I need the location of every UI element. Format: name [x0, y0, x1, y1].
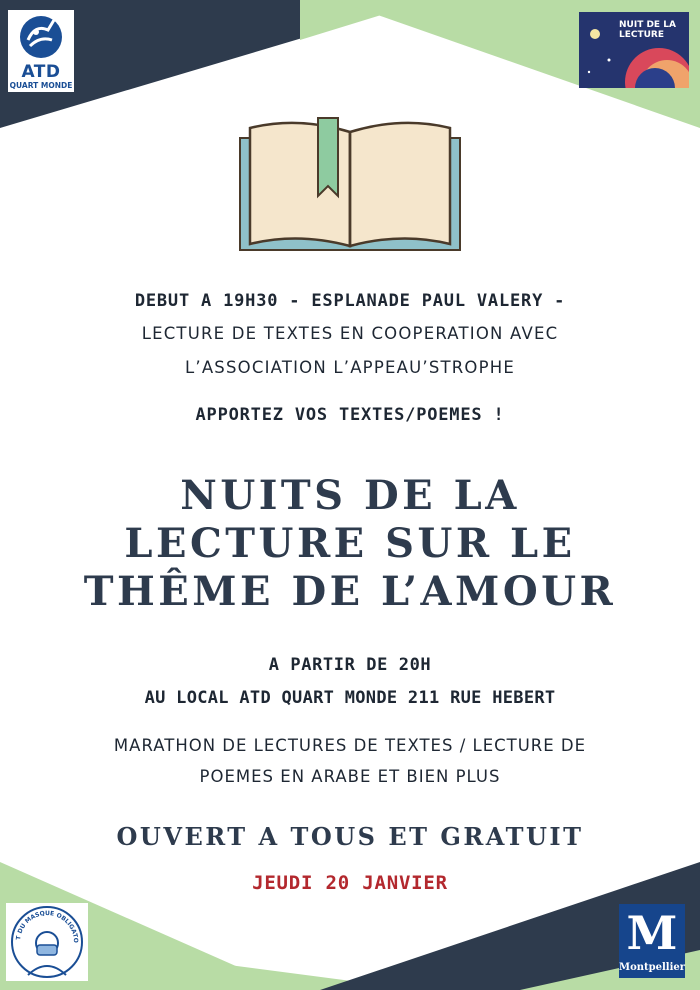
atd-logo-name: ATD — [21, 62, 61, 82]
atd-logo-subtitle: QUART MONDE — [9, 81, 73, 90]
intro-bring-texts: APPORTEZ VOS TEXTES/POEMES ! — [195, 405, 505, 425]
event-date: JEUDI 20 JANVIER — [252, 872, 448, 894]
main-title-line-2: LECTURE SUR LE — [124, 520, 576, 567]
details-description-line-1: MARATHON DE LECTURES DE TEXTES / LECTURE DE — [113, 736, 587, 755]
intro-reading-cooperation: LECTURE DE TEXTES EN COOPERATION AVEC — [141, 324, 559, 343]
details-start-time: A PARTIR DE 20H — [268, 655, 432, 675]
intro-association-name: L’ASSOCIATION L’APPEAU’STROPHE — [184, 358, 516, 377]
details-location: AU LOCAL ATD QUART MONDE 211 RUE HEBERT — [144, 688, 556, 708]
mask-mandatory-logo — [6, 903, 88, 981]
atd-emblem-icon — [8, 10, 74, 64]
main-title — [0, 472, 700, 616]
details-description — [0, 730, 700, 792]
intro-start-time-location: DEBUT A 19H30 - ESPLANADE PAUL VALERY - — [134, 291, 566, 311]
main-title-line-1: NUITS DE LA — [180, 472, 520, 519]
atd-quart-monde-logo — [8, 10, 74, 92]
montpellier-logo-letter: M — [626, 906, 678, 960]
nuit-de-la-lecture-logo — [579, 12, 689, 88]
mask-logo-text: T DU MASQUE OBLIGATO — [15, 909, 80, 944]
nuit-logo-title: NUIT DE LA LECTURE — [619, 20, 676, 40]
open-book-icon — [238, 116, 462, 258]
open-to-all-free: OUVERT A TOUS ET GRATUIT — [116, 822, 584, 851]
face-mask-icon — [6, 903, 88, 981]
montpellier-logo-name: Montpellier — [619, 962, 686, 973]
montpellier-logo — [619, 904, 685, 978]
details-description-line-2: POEMES EN ARABE ET BIEN PLUS — [199, 767, 501, 786]
main-title-line-3: THÊME DE L’AMOUR — [83, 568, 617, 615]
